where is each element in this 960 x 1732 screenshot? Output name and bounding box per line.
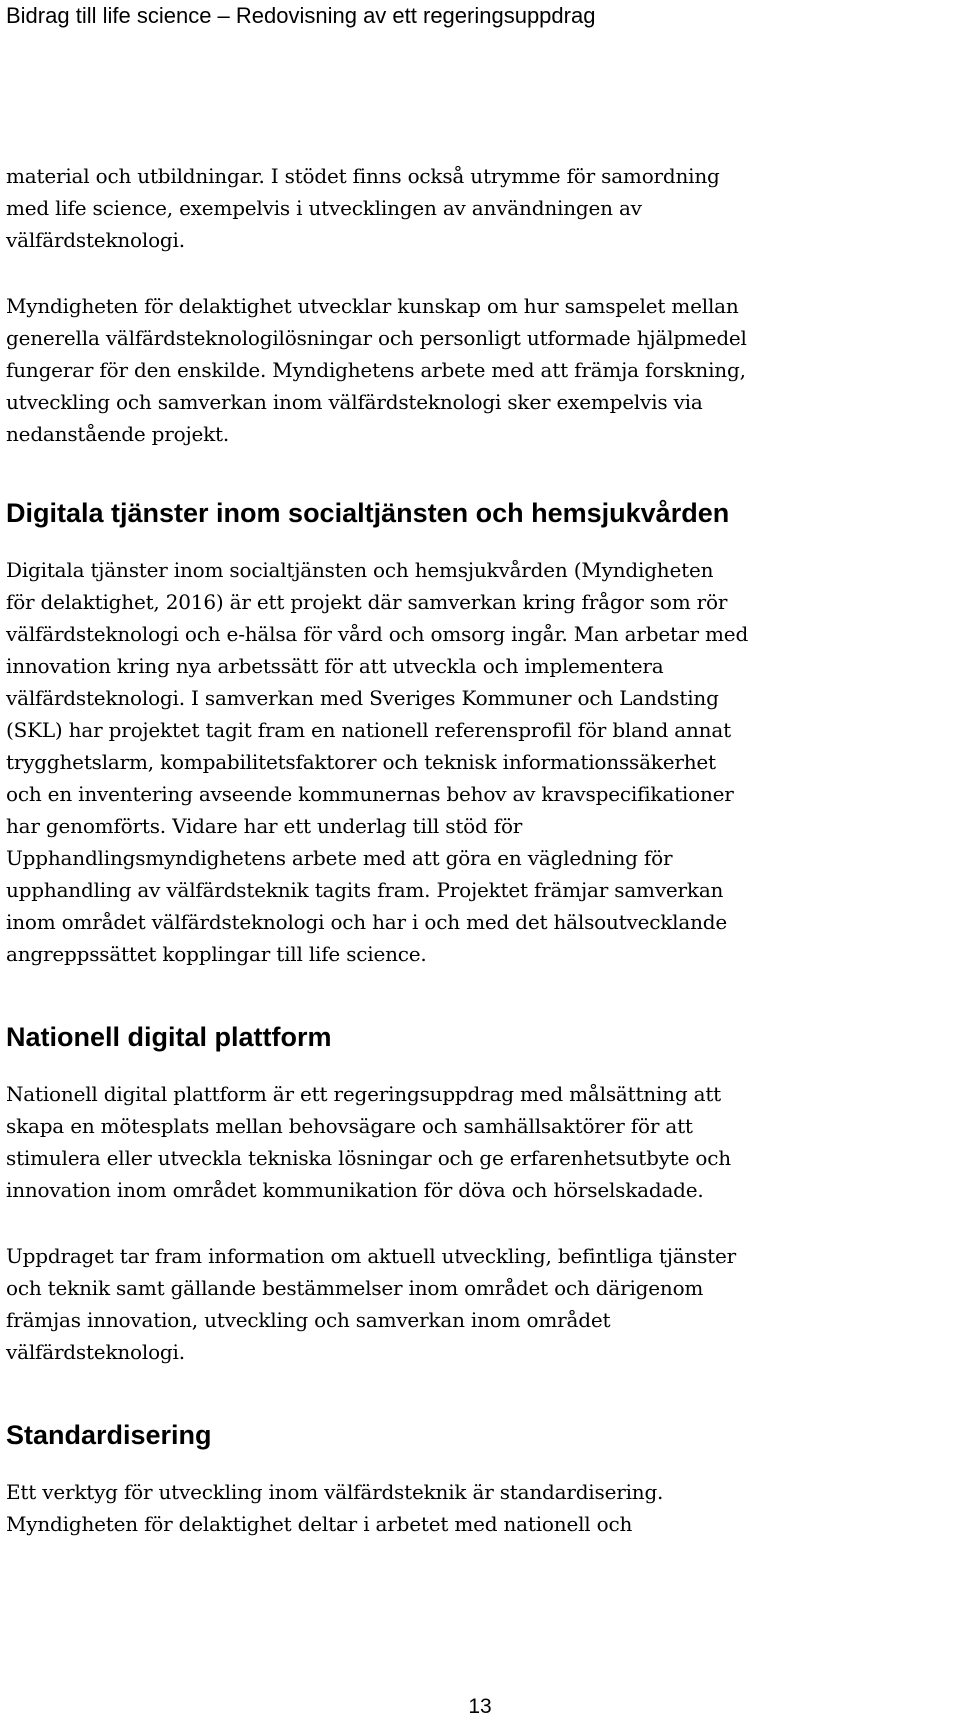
heading-nationell-digital-plattform: Nationell digital plattform <box>6 1022 332 1052</box>
page-number: 13 <box>468 1695 492 1718</box>
paragraph-digitala-tjanster: Digitala tjänster inom socialtjänsten och hemsjukvården (Myndigheten för delaktighet, 2016) är ett projekt där samverkan kring frågor som rör välfärdsteknologi och e-hälsa för vård och omsorg ingår. Man arbetar med innovation kring nya arbetssätt för att utveckla och implementera välfärdsteknologi. I samverkan med Sveriges Kommuner och Landsting (SKL) har projektet tagit fram en nationell referensprofil för bland annat trygghetslarm, kompabilitetsfaktorer och teknisk informationssäkerhet och en inventering avseende kommunernas behov av kravspecifikationer har genomförts. Vidare har ett underlag till stöd för Upphandlingsmyndighetens arbete med att göra en vägledning för upphandling av välfärdsteknik tagits fram. Projektet främjar samverkan inom området välfärdsteknologi och har i och med det hälsoutvecklande angreppssättet kopplingar till life science. <box>6 558 749 966</box>
paragraph-intro: material och utbildningar. I stödet finns också utrymme för samordning med life science, exempelvis i utvecklingen av användningen av välfärdsteknologi. <box>6 164 720 252</box>
heading-standardisering: Standardisering <box>6 1420 212 1450</box>
paragraph-myndigheten: Myndigheten för delaktighet utvecklar kunskap om hur samspelet mellan generella välfärdsteknologilösningar och personligt utformade hjälpmedel fungerar för den enskilde. Myndighetens arbete med att främja forskning, utveckling och samverkan inom välfärdsteknologi sker exempelvis via nedanstående projekt. <box>6 294 747 446</box>
paragraph-plattform-2: Uppdraget tar fram information om aktuell utveckling, befintliga tjänster och teknik samt gällande bestämmelser inom området och därigenom främjas innovation, utveckling och samverkan inom området välfärdsteknologi. <box>6 1244 736 1364</box>
running-header: Bidrag till life science – Redovisning av ett regeringsuppdrag <box>6 3 596 28</box>
document-body <box>6 160 954 1540</box>
heading-digitala-tjanster: Digitala tjänster inom socialtjänsten och hemsjukvården <box>6 498 730 528</box>
paragraph-standardisering: Ett verktyg för utveckling inom välfärdsteknik är standardisering. Myndigheten för delaktighet deltar i arbetet med nationell och <box>6 1480 664 1536</box>
paragraph-plattform-1: Nationell digital plattform är ett regeringsuppdrag med målsättning att skapa en mötesplats mellan behovsägare och samhällsaktörer för att stimulera eller utveckla tekniska lösningar och ge erfarenhetsutbyte och innovation inom området kommunikation för döva och hörselskadade. <box>6 1082 731 1202</box>
